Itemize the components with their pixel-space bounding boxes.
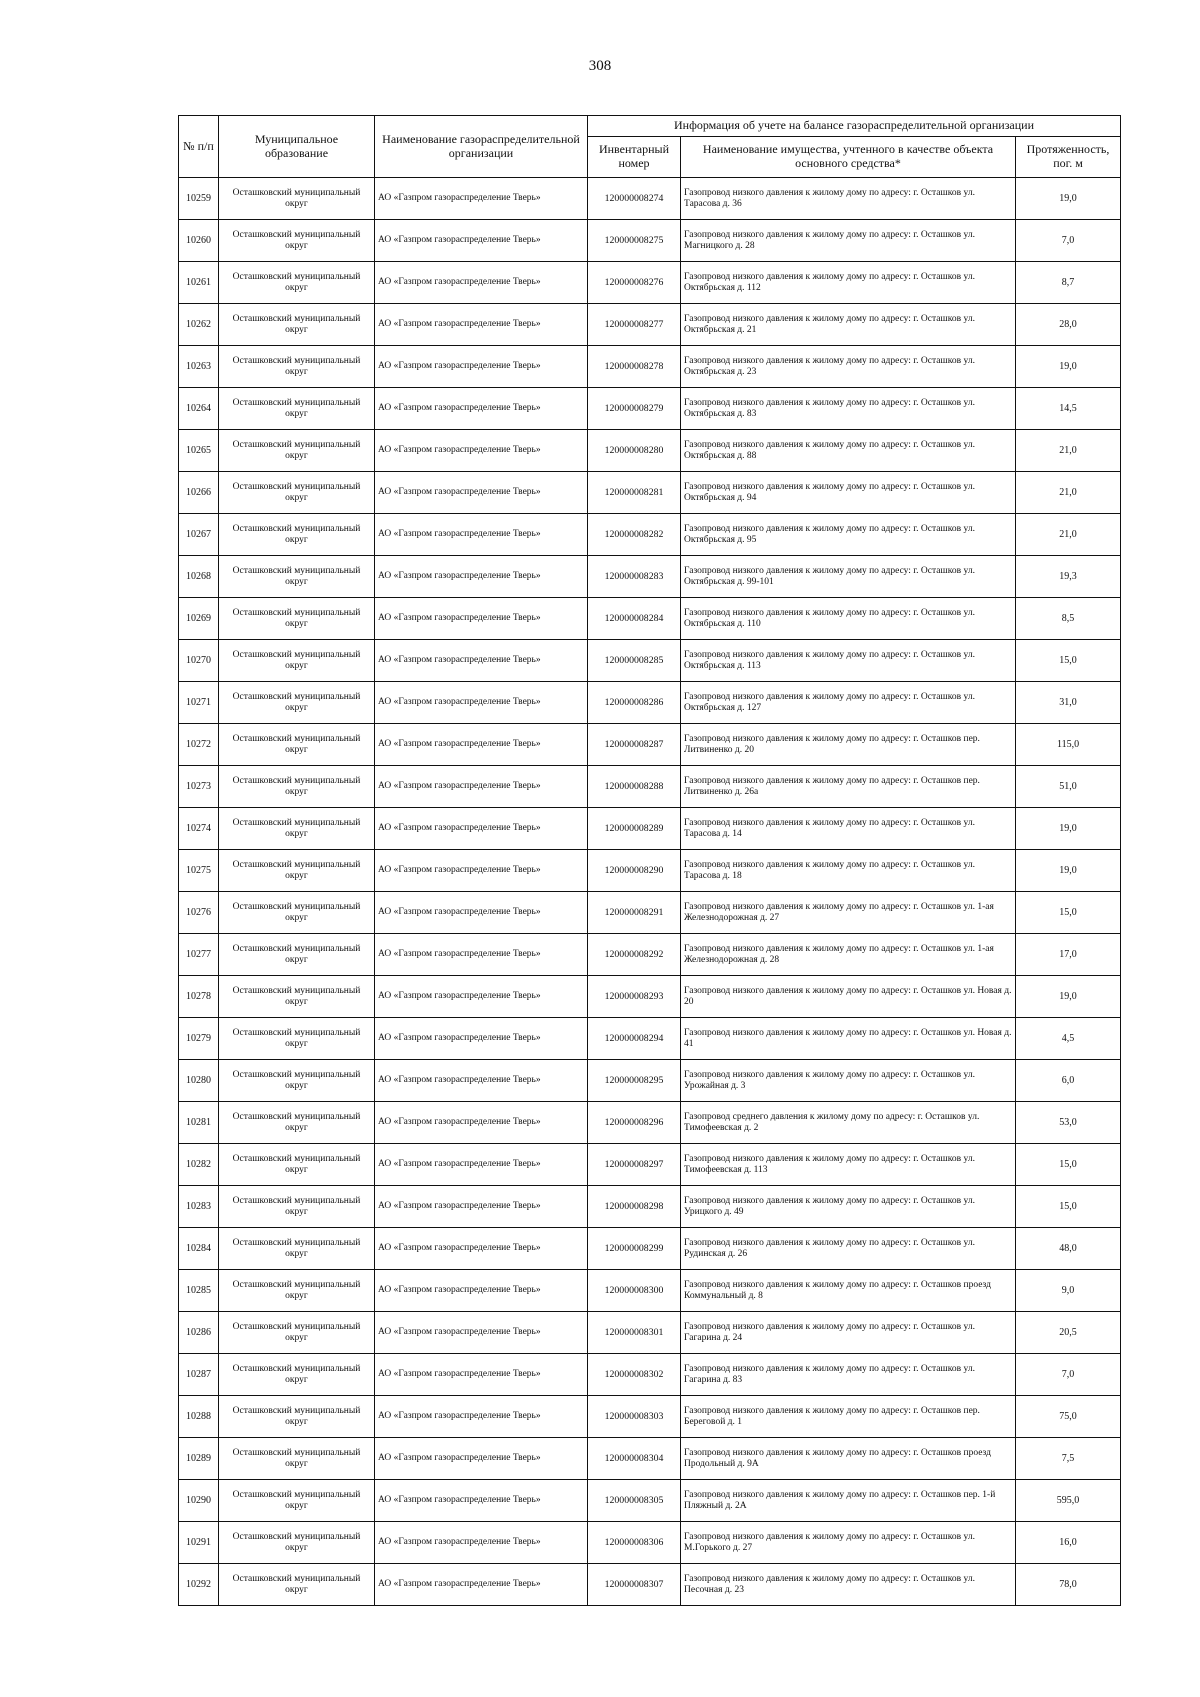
table-row [179, 388, 1121, 430]
municipality-cell: Осташковский муниципальный округ [219, 976, 375, 1018]
municipality-cell: Осташковский муниципальный округ [219, 220, 375, 262]
table-row [179, 1018, 1121, 1060]
table-row [179, 724, 1121, 766]
inventory-number-cell: 120000008294 [588, 1018, 681, 1060]
row-number-cell: 10290 [179, 1480, 219, 1522]
table-row [179, 556, 1121, 598]
row-number-cell: 10277 [179, 934, 219, 976]
municipality-cell: Осташковский муниципальный округ [219, 1564, 375, 1606]
asset-name-cell: Газопровод низкого давления к жилому дому по адресу: г. Осташков ул. Тарасова д. 14 [681, 808, 1016, 850]
inventory-number-cell: 120000008285 [588, 640, 681, 682]
inventory-number-cell: 120000008301 [588, 1312, 681, 1354]
inventory-number-cell: 120000008293 [588, 976, 681, 1018]
inventory-number-cell: 120000008284 [588, 598, 681, 640]
table-row [179, 934, 1121, 976]
municipality-cell: Осташковский муниципальный округ [219, 472, 375, 514]
table-row [179, 892, 1121, 934]
row-number-cell: 10288 [179, 1396, 219, 1438]
asset-name-cell: Газопровод низкого давления к жилому дому по адресу: г. Осташков ул. 1-ая Железнодорожная д. 28 [681, 934, 1016, 976]
municipality-cell: Осташковский муниципальный округ [219, 640, 375, 682]
property-register-table [178, 115, 1121, 1606]
municipality-cell: Осташковский муниципальный округ [219, 556, 375, 598]
length-cell: 6,0 [1016, 1060, 1121, 1102]
table-body [179, 178, 1121, 1606]
municipality-cell: Осташковский муниципальный округ [219, 1102, 375, 1144]
inventory-number-cell: 120000008286 [588, 682, 681, 724]
table-row [179, 1312, 1121, 1354]
table-row [179, 1060, 1121, 1102]
organization-cell: АО «Газпром газораспределение Тверь» [375, 220, 588, 262]
asset-name-cell: Газопровод низкого давления к жилому дому по адресу: г. Осташков ул. Урицкого д. 49 [681, 1186, 1016, 1228]
municipality-cell: Осташковский муниципальный округ [219, 262, 375, 304]
length-cell: 19,3 [1016, 556, 1121, 598]
row-number-cell: 10264 [179, 388, 219, 430]
inventory-number-cell: 120000008295 [588, 1060, 681, 1102]
municipality-cell: Осташковский муниципальный округ [219, 682, 375, 724]
municipality-cell: Осташковский муниципальный округ [219, 1396, 375, 1438]
asset-name-cell: Газопровод низкого давления к жилому дому по адресу: г. Осташков ул. 1-ая Железнодорожная д. 27 [681, 892, 1016, 934]
header-municipality: Муниципальное образование [219, 116, 375, 178]
table-row [179, 808, 1121, 850]
organization-cell: АО «Газпром газораспределение Тверь» [375, 346, 588, 388]
municipality-cell: Осташковский муниципальный округ [219, 388, 375, 430]
length-cell: 20,5 [1016, 1312, 1121, 1354]
organization-cell: АО «Газпром газораспределение Тверь» [375, 724, 588, 766]
table-row [179, 1270, 1121, 1312]
organization-cell: АО «Газпром газораспределение Тверь» [375, 556, 588, 598]
row-number-cell: 10269 [179, 598, 219, 640]
table-row [179, 1438, 1121, 1480]
inventory-number-cell: 120000008304 [588, 1438, 681, 1480]
table-row [179, 514, 1121, 556]
municipality-cell: Осташковский муниципальный округ [219, 304, 375, 346]
length-cell: 15,0 [1016, 892, 1121, 934]
municipality-cell: Осташковский муниципальный округ [219, 934, 375, 976]
municipality-cell: Осташковский муниципальный округ [219, 808, 375, 850]
length-cell: 19,0 [1016, 178, 1121, 220]
row-number-cell: 10263 [179, 346, 219, 388]
length-cell: 7,5 [1016, 1438, 1121, 1480]
inventory-number-cell: 120000008289 [588, 808, 681, 850]
row-number-cell: 10279 [179, 1018, 219, 1060]
row-number-cell: 10286 [179, 1312, 219, 1354]
inventory-number-cell: 120000008298 [588, 1186, 681, 1228]
inventory-number-cell: 120000008296 [588, 1102, 681, 1144]
length-cell: 75,0 [1016, 1396, 1121, 1438]
asset-name-cell: Газопровод низкого давления к жилому дому по адресу: г. Осташков ул. Октябрьская д. 99-101 [681, 556, 1016, 598]
asset-name-cell: Газопровод низкого давления к жилому дому по адресу: г. Осташков ул. Октябрьская д. 88 [681, 430, 1016, 472]
table-row [179, 1102, 1121, 1144]
table-row [179, 682, 1121, 724]
length-cell: 7,0 [1016, 220, 1121, 262]
asset-name-cell: Газопровод низкого давления к жилому дому по адресу: г. Осташков ул. Магницкого д. 28 [681, 220, 1016, 262]
organization-cell: АО «Газпром газораспределение Тверь» [375, 178, 588, 220]
row-number-cell: 10274 [179, 808, 219, 850]
inventory-number-cell: 120000008299 [588, 1228, 681, 1270]
length-cell: 9,0 [1016, 1270, 1121, 1312]
length-cell: 78,0 [1016, 1564, 1121, 1606]
row-number-cell: 10259 [179, 178, 219, 220]
row-number-cell: 10278 [179, 976, 219, 1018]
asset-name-cell: Газопровод низкого давления к жилому дому по адресу: г. Осташков ул. Гагарина д. 24 [681, 1312, 1016, 1354]
inventory-number-cell: 120000008297 [588, 1144, 681, 1186]
organization-cell: АО «Газпром газораспределение Тверь» [375, 682, 588, 724]
asset-name-cell: Газопровод низкого давления к жилому дому по адресу: г. Осташков ул. Песочная д. 23 [681, 1564, 1016, 1606]
organization-cell: АО «Газпром газораспределение Тверь» [375, 304, 588, 346]
organization-cell: АО «Газпром газораспределение Тверь» [375, 388, 588, 430]
organization-cell: АО «Газпром газораспределение Тверь» [375, 1564, 588, 1606]
inventory-number-cell: 120000008290 [588, 850, 681, 892]
table-row [179, 346, 1121, 388]
organization-cell: АО «Газпром газораспределение Тверь» [375, 1060, 588, 1102]
inventory-number-cell: 120000008275 [588, 220, 681, 262]
row-number-cell: 10266 [179, 472, 219, 514]
table-row [179, 640, 1121, 682]
header-organization: Наименование газораспределительной организации [375, 116, 588, 178]
table-row [179, 976, 1121, 1018]
row-number-cell: 10282 [179, 1144, 219, 1186]
asset-name-cell: Газопровод низкого давления к жилому дому по адресу: г. Осташков ул. Октябрьская д. 110 [681, 598, 1016, 640]
row-number-cell: 10289 [179, 1438, 219, 1480]
row-number-cell: 10270 [179, 640, 219, 682]
length-cell: 21,0 [1016, 472, 1121, 514]
municipality-cell: Осташковский муниципальный округ [219, 850, 375, 892]
length-cell: 53,0 [1016, 1102, 1121, 1144]
row-number-cell: 10262 [179, 304, 219, 346]
length-cell: 8,5 [1016, 598, 1121, 640]
organization-cell: АО «Газпром газораспределение Тверь» [375, 766, 588, 808]
asset-name-cell: Газопровод низкого давления к жилому дому по адресу: г. Осташков пер. Литвиненко д. 26а [681, 766, 1016, 808]
table-row [179, 1396, 1121, 1438]
table-row [179, 850, 1121, 892]
row-number-cell: 10271 [179, 682, 219, 724]
asset-name-cell: Газопровод среднего давления к жилому дому по адресу: г. Осташков ул. Тимофеевская д. 2 [681, 1102, 1016, 1144]
asset-name-cell: Газопровод низкого давления к жилому дому по адресу: г. Осташков пер. Литвиненко д. 20 [681, 724, 1016, 766]
row-number-cell: 10280 [179, 1060, 219, 1102]
asset-name-cell: Газопровод низкого давления к жилому дому по адресу: г. Осташков ул. М.Горького д. 27 [681, 1522, 1016, 1564]
organization-cell: АО «Газпром газораспределение Тверь» [375, 472, 588, 514]
inventory-number-cell: 120000008282 [588, 514, 681, 556]
header-row-number: № п/п [179, 116, 219, 178]
organization-cell: АО «Газпром газораспределение Тверь» [375, 1228, 588, 1270]
municipality-cell: Осташковский муниципальный округ [219, 1480, 375, 1522]
row-number-cell: 10287 [179, 1354, 219, 1396]
row-number-cell: 10281 [179, 1102, 219, 1144]
asset-name-cell: Газопровод низкого давления к жилому дому по адресу: г. Осташков ул. Октябрьская д. 23 [681, 346, 1016, 388]
organization-cell: АО «Газпром газораспределение Тверь» [375, 1480, 588, 1522]
asset-name-cell: Газопровод низкого давления к жилому дому по адресу: г. Осташков ул. Тарасова д. 36 [681, 178, 1016, 220]
length-cell: 595,0 [1016, 1480, 1121, 1522]
inventory-number-cell: 120000008303 [588, 1396, 681, 1438]
length-cell: 19,0 [1016, 808, 1121, 850]
municipality-cell: Осташковский муниципальный округ [219, 1060, 375, 1102]
inventory-number-cell: 120000008292 [588, 934, 681, 976]
municipality-cell: Осташковский муниципальный округ [219, 724, 375, 766]
inventory-number-cell: 120000008287 [588, 724, 681, 766]
length-cell: 19,0 [1016, 850, 1121, 892]
table-row [179, 262, 1121, 304]
organization-cell: АО «Газпром газораспределение Тверь» [375, 430, 588, 472]
table-row [179, 1354, 1121, 1396]
row-number-cell: 10285 [179, 1270, 219, 1312]
length-cell: 7,0 [1016, 1354, 1121, 1396]
municipality-cell: Осташковский муниципальный округ [219, 430, 375, 472]
table-row [179, 1186, 1121, 1228]
length-cell: 31,0 [1016, 682, 1121, 724]
organization-cell: АО «Газпром газораспределение Тверь» [375, 1522, 588, 1564]
table-row [179, 1480, 1121, 1522]
municipality-cell: Осташковский муниципальный округ [219, 1144, 375, 1186]
table-row [179, 472, 1121, 514]
municipality-cell: Осташковский муниципальный округ [219, 598, 375, 640]
organization-cell: АО «Газпром газораспределение Тверь» [375, 850, 588, 892]
inventory-number-cell: 120000008302 [588, 1354, 681, 1396]
row-number-cell: 10275 [179, 850, 219, 892]
row-number-cell: 10284 [179, 1228, 219, 1270]
asset-name-cell: Газопровод низкого давления к жилому дому по адресу: г. Осташков ул. Октябрьская д. 21 [681, 304, 1016, 346]
length-cell: 8,7 [1016, 262, 1121, 304]
length-cell: 28,0 [1016, 304, 1121, 346]
municipality-cell: Осташковский муниципальный округ [219, 1522, 375, 1564]
inventory-number-cell: 120000008280 [588, 430, 681, 472]
asset-name-cell: Газопровод низкого давления к жилому дому по адресу: г. Осташков ул. Новая д. 41 [681, 1018, 1016, 1060]
asset-name-cell: Газопровод низкого давления к жилому дому по адресу: г. Осташков проезд Продольный д. 9А [681, 1438, 1016, 1480]
municipality-cell: Осташковский муниципальный округ [219, 1312, 375, 1354]
header-inventory-number: Инвентарный номер [588, 137, 681, 178]
row-number-cell: 10291 [179, 1522, 219, 1564]
asset-name-cell: Газопровод низкого давления к жилому дому по адресу: г. Осташков ул. Октябрьская д. 113 [681, 640, 1016, 682]
organization-cell: АО «Газпром газораспределение Тверь» [375, 640, 588, 682]
header-balance-info: Информация об учете на балансе газораспределительной организации [588, 116, 1121, 137]
inventory-number-cell: 120000008300 [588, 1270, 681, 1312]
length-cell: 19,0 [1016, 346, 1121, 388]
asset-name-cell: Газопровод низкого давления к жилому дому по адресу: г. Осташков проезд Коммунальный д. 8 [681, 1270, 1016, 1312]
table-row [179, 598, 1121, 640]
table-row [179, 1228, 1121, 1270]
inventory-number-cell: 120000008288 [588, 766, 681, 808]
length-cell: 15,0 [1016, 640, 1121, 682]
municipality-cell: Осташковский муниципальный округ [219, 1018, 375, 1060]
organization-cell: АО «Газпром газораспределение Тверь» [375, 892, 588, 934]
asset-name-cell: Газопровод низкого давления к жилому дому по адресу: г. Осташков ул. Тарасова д. 18 [681, 850, 1016, 892]
inventory-number-cell: 120000008281 [588, 472, 681, 514]
municipality-cell: Осташковский муниципальный округ [219, 1438, 375, 1480]
row-number-cell: 10292 [179, 1564, 219, 1606]
municipality-cell: Осташковский муниципальный округ [219, 514, 375, 556]
organization-cell: АО «Газпром газораспределение Тверь» [375, 1270, 588, 1312]
length-cell: 16,0 [1016, 1522, 1121, 1564]
row-number-cell: 10260 [179, 220, 219, 262]
organization-cell: АО «Газпром газораспределение Тверь» [375, 598, 588, 640]
length-cell: 48,0 [1016, 1228, 1121, 1270]
organization-cell: АО «Газпром газораспределение Тверь» [375, 1018, 588, 1060]
asset-name-cell: Газопровод низкого давления к жилому дому по адресу: г. Осташков ул. Октябрьская д. 95 [681, 514, 1016, 556]
organization-cell: АО «Газпром газораспределение Тверь» [375, 808, 588, 850]
asset-name-cell: Газопровод низкого давления к жилому дому по адресу: г. Осташков пер. Береговой д. 1 [681, 1396, 1016, 1438]
asset-name-cell: Газопровод низкого давления к жилому дому по адресу: г. Осташков ул. Гагарина д. 83 [681, 1354, 1016, 1396]
page-number: 308 [588, 58, 612, 74]
asset-name-cell: Газопровод низкого давления к жилому дому по адресу: г. Осташков ул. Новая д. 20 [681, 976, 1016, 1018]
municipality-cell: Осташковский муниципальный округ [219, 892, 375, 934]
length-cell: 115,0 [1016, 724, 1121, 766]
asset-name-cell: Газопровод низкого давления к жилому дому по адресу: г. Осташков ул. Октябрьская д. 127 [681, 682, 1016, 724]
asset-name-cell: Газопровод низкого давления к жилому дому по адресу: г. Осташков ул. Тимофеевская д. 113 [681, 1144, 1016, 1186]
table-row [179, 1522, 1121, 1564]
length-cell: 51,0 [1016, 766, 1121, 808]
table-row [179, 1564, 1121, 1606]
municipality-cell: Осташковский муниципальный округ [219, 766, 375, 808]
inventory-number-cell: 120000008307 [588, 1564, 681, 1606]
table-row [179, 1144, 1121, 1186]
organization-cell: АО «Газпром газораспределение Тверь» [375, 1312, 588, 1354]
table-row [179, 430, 1121, 472]
asset-name-cell: Газопровод низкого давления к жилому дому по адресу: г. Осташков пер. 1-й Пляжный д. 2А [681, 1480, 1016, 1522]
inventory-number-cell: 120000008291 [588, 892, 681, 934]
asset-name-cell: Газопровод низкого давления к жилому дому по адресу: г. Осташков ул. Октябрьская д. 94 [681, 472, 1016, 514]
length-cell: 4,5 [1016, 1018, 1121, 1060]
inventory-number-cell: 120000008305 [588, 1480, 681, 1522]
organization-cell: АО «Газпром газораспределение Тверь» [375, 262, 588, 304]
organization-cell: АО «Газпром газораспределение Тверь» [375, 1144, 588, 1186]
length-cell: 19,0 [1016, 976, 1121, 1018]
municipality-cell: Осташковский муниципальный округ [219, 1354, 375, 1396]
row-number-cell: 10265 [179, 430, 219, 472]
inventory-number-cell: 120000008278 [588, 346, 681, 388]
table-row [179, 178, 1121, 220]
inventory-number-cell: 120000008274 [588, 178, 681, 220]
inventory-number-cell: 120000008277 [588, 304, 681, 346]
row-number-cell: 10272 [179, 724, 219, 766]
organization-cell: АО «Газпром газораспределение Тверь» [375, 1354, 588, 1396]
organization-cell: АО «Газпром газораспределение Тверь» [375, 976, 588, 1018]
length-cell: 21,0 [1016, 430, 1121, 472]
municipality-cell: Осташковский муниципальный округ [219, 1228, 375, 1270]
table-row [179, 304, 1121, 346]
municipality-cell: Осташковский муниципальный округ [219, 346, 375, 388]
inventory-number-cell: 120000008279 [588, 388, 681, 430]
length-cell: 17,0 [1016, 934, 1121, 976]
organization-cell: АО «Газпром газораспределение Тверь» [375, 514, 588, 556]
inventory-number-cell: 120000008306 [588, 1522, 681, 1564]
organization-cell: АО «Газпром газораспределение Тверь» [375, 934, 588, 976]
municipality-cell: Осташковский муниципальный округ [219, 178, 375, 220]
row-number-cell: 10267 [179, 514, 219, 556]
municipality-cell: Осташковский муниципальный округ [219, 1186, 375, 1228]
row-number-cell: 10273 [179, 766, 219, 808]
municipality-cell: Осташковский муниципальный округ [219, 1270, 375, 1312]
row-number-cell: 10276 [179, 892, 219, 934]
row-number-cell: 10261 [179, 262, 219, 304]
organization-cell: АО «Газпром газораспределение Тверь» [375, 1438, 588, 1480]
table-header [179, 116, 1121, 178]
organization-cell: АО «Газпром газораспределение Тверь» [375, 1102, 588, 1144]
table-row [179, 220, 1121, 262]
asset-name-cell: Газопровод низкого давления к жилому дому по адресу: г. Осташков ул. Октябрьская д. 83 [681, 388, 1016, 430]
asset-name-cell: Газопровод низкого давления к жилому дому по адресу: г. Осташков ул. Рудинская д. 26 [681, 1228, 1016, 1270]
organization-cell: АО «Газпром газораспределение Тверь» [375, 1186, 588, 1228]
length-cell: 15,0 [1016, 1144, 1121, 1186]
header-length: Протяженность, пог. м [1016, 137, 1121, 178]
length-cell: 15,0 [1016, 1186, 1121, 1228]
inventory-number-cell: 120000008276 [588, 262, 681, 304]
asset-name-cell: Газопровод низкого давления к жилому дому по адресу: г. Осташков ул. Октябрьская д. 112 [681, 262, 1016, 304]
table-row [179, 766, 1121, 808]
header-asset-name: Наименование имущества, учтенного в качестве объекта основного средства* [681, 137, 1016, 178]
asset-name-cell: Газопровод низкого давления к жилому дому по адресу: г. Осташков ул. Урожайная д. 3 [681, 1060, 1016, 1102]
length-cell: 21,0 [1016, 514, 1121, 556]
row-number-cell: 10283 [179, 1186, 219, 1228]
row-number-cell: 10268 [179, 556, 219, 598]
organization-cell: АО «Газпром газораспределение Тверь» [375, 1396, 588, 1438]
length-cell: 14,5 [1016, 388, 1121, 430]
inventory-number-cell: 120000008283 [588, 556, 681, 598]
